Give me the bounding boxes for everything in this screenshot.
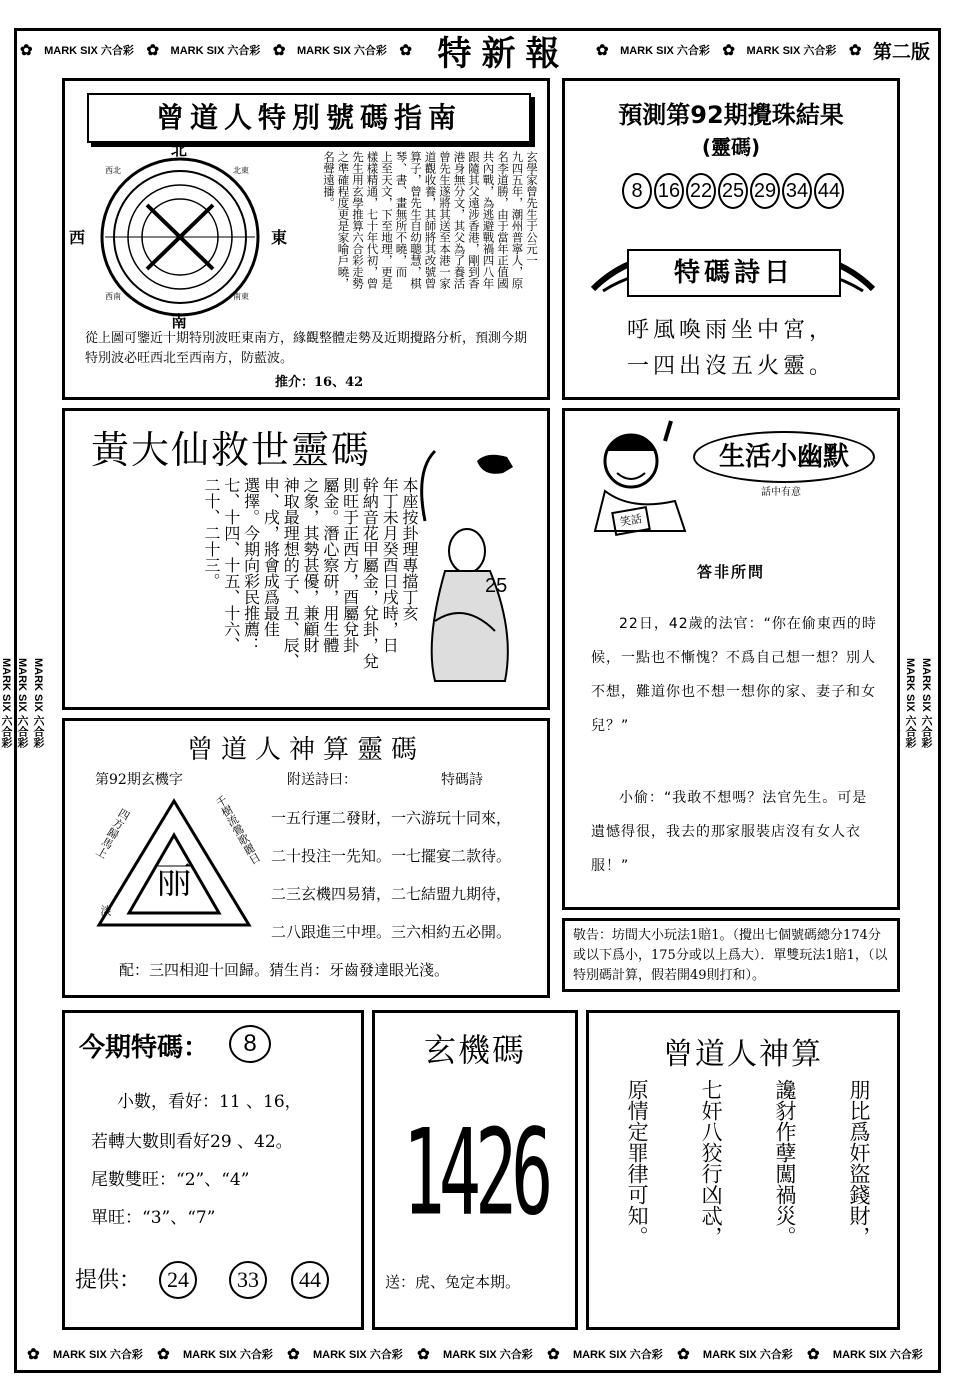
flower-icon: ✿ bbox=[807, 1346, 819, 1363]
humor-subtitle: 答非所問 bbox=[696, 563, 765, 581]
humor-paragraph: 小偷：“我敢不想嗎？法官先生。可是遺憾得很，我去的那家服裝店沒有女人衣服！” bbox=[591, 790, 868, 874]
shensuan-panel bbox=[62, 718, 550, 998]
provide-label: 提供： bbox=[75, 1268, 142, 1293]
shensuan-title: 曾道人神算靈碼 bbox=[186, 735, 425, 765]
header-strip bbox=[20, 34, 930, 73]
xuanji-glyph: 1426 bbox=[402, 1103, 548, 1243]
poem-label: 特碼詩 bbox=[441, 772, 483, 788]
today-panel bbox=[62, 1010, 364, 1330]
shensuan-line: 一五行運二發財，一六游玩十同來， bbox=[271, 809, 512, 827]
bio-column: 曾先生遂將其送至本港一家 bbox=[438, 151, 452, 289]
repeat-label: MARK SIX 六合彩 bbox=[44, 45, 134, 57]
poem-line: 一四出沒五火靈。 bbox=[626, 354, 835, 379]
flower-icon: ✿ bbox=[399, 42, 411, 59]
repeat-label: MARK SIX 六合彩 bbox=[53, 1349, 143, 1361]
prediction-title: 預測第92期攪珠結果 bbox=[618, 101, 844, 129]
huang-columns bbox=[99, 477, 417, 697]
compass-east: 東 bbox=[271, 228, 288, 247]
number-ball: 34 bbox=[782, 173, 812, 209]
flower-icon: ✿ bbox=[677, 1346, 689, 1363]
today-line: 小數，看好：11 、16， bbox=[117, 1092, 302, 1112]
triangle-right-text: 千樹流鶯歌麗日 bbox=[212, 793, 263, 867]
number-ball: 25 bbox=[718, 173, 748, 209]
repeat-label: MARK SIX 六合彩 bbox=[746, 45, 837, 57]
number-ball: 29 bbox=[750, 173, 780, 209]
repeat-label: MARK SIX 六合彩 bbox=[312, 1349, 403, 1361]
prediction-panel bbox=[562, 78, 900, 400]
right-strip bbox=[904, 70, 934, 1335]
provide-ball: 33 bbox=[229, 1261, 267, 1299]
guide-body: 從上圖可鑒近十期特別波旺東南方，緣觀整體走勢及近期攪路分析，預測今期特別波必旺西北至西南方，防藍波。 bbox=[85, 331, 528, 366]
bio-column: 跟隨其父遠涉香港，剛到香 bbox=[467, 151, 481, 289]
xuanji-panel bbox=[372, 1010, 578, 1330]
zengdao-column: 七奸八狡行凶忒， bbox=[699, 1079, 724, 1247]
flower-icon: ✿ bbox=[272, 42, 285, 59]
xuanji-title: 玄機碼 bbox=[423, 1031, 526, 1069]
huang-column: 七、十四、十五、十六、 bbox=[221, 477, 241, 653]
figure-number: 25 bbox=[485, 575, 508, 597]
humor-panel bbox=[562, 408, 900, 910]
bio-column: 名聲遠播。 bbox=[322, 151, 336, 209]
repeat-label: MARK SIX 六合彩 bbox=[32, 657, 44, 748]
period-label: 第92期玄機字 bbox=[95, 772, 183, 788]
huang-column: 二十、二十三。 bbox=[202, 477, 222, 589]
huang-panel bbox=[62, 408, 550, 710]
number-ball: 16 bbox=[654, 173, 684, 209]
flower-icon: ✿ bbox=[595, 42, 608, 59]
today-line: 若轉大數則看好29 、42。 bbox=[91, 1132, 293, 1152]
repeat-label: MARK SIX 六合彩 bbox=[297, 45, 387, 57]
humor-tag: 話中有意 bbox=[761, 487, 801, 498]
bio-column: 樣樣精通，七十年代初，曾 bbox=[365, 151, 380, 289]
humor-paragraph: 22日，42歲的法官：“你在偷東西的時候，一點也不慚愧？不爲自己想一想？別人不想，難道你也不想一想你的家、妻子和女兒？” bbox=[591, 616, 877, 734]
today-code: 8 bbox=[229, 1025, 271, 1063]
prediction-subtitle: (靈碼) bbox=[701, 135, 761, 159]
shensuan-line: 二八跟進三中埋。三六相約五必開。 bbox=[271, 923, 512, 941]
compass-nw: 西北 bbox=[105, 166, 121, 175]
notice-text: 敬告：坊間大小玩法1賠1。（攪出七個號碼總分174分或以下爲小，175分或以上爲大）．單雙玩法1賠1，（以特別碼計算，假若開49則打和）。 bbox=[573, 928, 888, 983]
triangle-left-text: 四方歸馬上 bbox=[93, 806, 132, 861]
bio-column: 名李道勝，由于當年正值國 bbox=[496, 151, 510, 289]
guide-panel bbox=[62, 78, 550, 400]
today-line: 單旺：“3”、“7” bbox=[91, 1208, 216, 1228]
poem-banner: 特碼詩日 bbox=[627, 249, 841, 297]
footer-strip bbox=[20, 1340, 930, 1368]
flower-icon: ✿ bbox=[20, 42, 32, 59]
bio-column: 玄學家曾先生于公元一 bbox=[525, 151, 539, 266]
shensuan-line: 二十投注一先知。一七擺宴二款待。 bbox=[271, 847, 512, 865]
shensuan-line: 二三玄機四易猜，二七結盟九期待， bbox=[271, 885, 512, 903]
flower-icon: ✿ bbox=[722, 42, 734, 59]
number-ball: 8 bbox=[622, 173, 652, 209]
triangle-left-text-2: 淡 bbox=[99, 905, 112, 916]
repeat-label: MARK SIX 六合彩 bbox=[572, 1349, 663, 1361]
poem-line: 呼風喚雨坐中宮， bbox=[626, 318, 835, 343]
compass-west: 西 bbox=[69, 228, 86, 247]
zengdao-column: 朋比爲奸盜錢財， bbox=[847, 1079, 871, 1247]
zengdao-title: 曾道人神算 bbox=[663, 1037, 823, 1072]
bio-column: 琴、書、畫無所不曉，而 bbox=[394, 151, 409, 278]
bio-column: 九四五年，潮州普寧人，原 bbox=[510, 151, 525, 289]
huang-column: 則旺于正西方，酉屬兌卦 bbox=[340, 477, 360, 653]
edition-label: 第二版 bbox=[872, 41, 930, 63]
bio-column: 之準確程度更是家喻戶曉， bbox=[336, 151, 351, 289]
huang-column: 屬金。潛心察研，用生體 bbox=[320, 477, 340, 653]
today-line: 尾數雙旺：“2”、“4” bbox=[91, 1170, 250, 1190]
xuanji-note: 送：虎、兔定本期。 bbox=[385, 1273, 521, 1291]
compass-se: 南東 bbox=[233, 292, 249, 301]
repeat-label: MARK SIX 六合彩 bbox=[920, 657, 932, 748]
newspaper-title: 特新報 bbox=[437, 34, 570, 73]
repeat-label: MARK SIX 六合彩 bbox=[182, 1349, 273, 1361]
compass-south: 南 bbox=[171, 312, 188, 331]
huang-column: 本座按卦理專擋丁亥 bbox=[400, 477, 419, 621]
prediction-numbers bbox=[585, 173, 881, 209]
number-ball: 44 bbox=[814, 173, 844, 209]
flower-icon: ✿ bbox=[27, 1346, 39, 1363]
repeat-label: MARK SIX 六合彩 bbox=[16, 657, 28, 748]
huang-column: 申、戌，將會成爲最佳 bbox=[261, 477, 281, 637]
flower-icon: ✿ bbox=[417, 1346, 429, 1363]
repeat-label: MARK SIX 六合彩 bbox=[0, 657, 12, 748]
bio-column: 港身無分文，其父為了養活 bbox=[452, 151, 467, 289]
bio-column: 先生用玄學推算六合彩走勢 bbox=[351, 151, 365, 289]
shensuan-footer: 配：三四相迎十回歸。猜生肖：牙齒發達眼光淺。 bbox=[119, 961, 450, 979]
compass-north: 北 bbox=[171, 140, 188, 159]
huang-column: 年丁未月癸酉日戌時，日 bbox=[380, 477, 400, 653]
repeat-label: MARK SIX 六合彩 bbox=[832, 1349, 923, 1361]
humor-sign: 笑話 bbox=[611, 506, 651, 536]
repeat-label: MARK SIX 六合彩 bbox=[904, 657, 916, 748]
bio-column: 算子，曾先生自幼聰慧，棋 bbox=[409, 151, 423, 289]
flower-icon: ✿ bbox=[848, 42, 861, 59]
guide-bio bbox=[285, 151, 537, 311]
huang-column: 選擇。今期向彩民推薦： bbox=[241, 477, 261, 653]
repeat-label: MARK SIX 六合彩 bbox=[702, 1349, 793, 1361]
huang-column: 神取最理想的子、丑、辰、 bbox=[281, 477, 301, 669]
left-strip bbox=[0, 70, 46, 1335]
huang-column: 之象，其勢甚優，兼顧財 bbox=[301, 477, 321, 653]
bio-column: 道觀收養，其師將其改號曾 bbox=[423, 151, 438, 289]
flower-icon: ✿ bbox=[157, 1346, 169, 1363]
humor-title: 生活小幽默 bbox=[693, 431, 875, 483]
zengdao-column: 原情定罪律可知。 bbox=[625, 1079, 650, 1247]
huang-column: 幹納音花甲屬金，兌卦，兌 bbox=[360, 477, 380, 669]
repeat-label: MARK SIX 六合彩 bbox=[170, 45, 261, 57]
bio-column: 共內戰，為逃避戰禍四八年 bbox=[481, 151, 496, 289]
compass-sw: 西南 bbox=[105, 292, 121, 301]
gift-label: 附送詩曰： bbox=[287, 772, 357, 788]
flower-icon: ✿ bbox=[146, 42, 159, 59]
guide-recommend: 推介：16、42 bbox=[275, 375, 364, 390]
guide-title: 曾道人特別號碼指南 bbox=[87, 93, 531, 143]
repeat-label: MARK SIX 六合彩 bbox=[442, 1349, 533, 1361]
provide-ball: 44 bbox=[291, 1261, 329, 1299]
repeat-label: MARK SIX 六合彩 bbox=[620, 45, 710, 57]
flower-icon: ✿ bbox=[287, 1346, 299, 1363]
today-title: 今期特碼： bbox=[79, 1033, 210, 1063]
bio-column: 上至天文，下至地理，更是 bbox=[380, 151, 394, 289]
number-ball: 22 bbox=[686, 173, 716, 209]
immortal-illustration bbox=[405, 441, 525, 691]
notice-panel bbox=[562, 918, 900, 992]
flower-icon: ✿ bbox=[547, 1346, 559, 1363]
huang-title: 黃大仙救世靈碼 bbox=[91, 428, 372, 472]
zengdao-panel bbox=[586, 1010, 900, 1330]
provide-ball: 24 bbox=[159, 1261, 197, 1299]
triangle-char: 丽 bbox=[155, 861, 192, 902]
zengdao-columns bbox=[625, 1079, 871, 1319]
compass-ne: 北東 bbox=[233, 166, 249, 175]
zengdao-column: 讒豺作孽闖禍災。 bbox=[773, 1079, 798, 1247]
